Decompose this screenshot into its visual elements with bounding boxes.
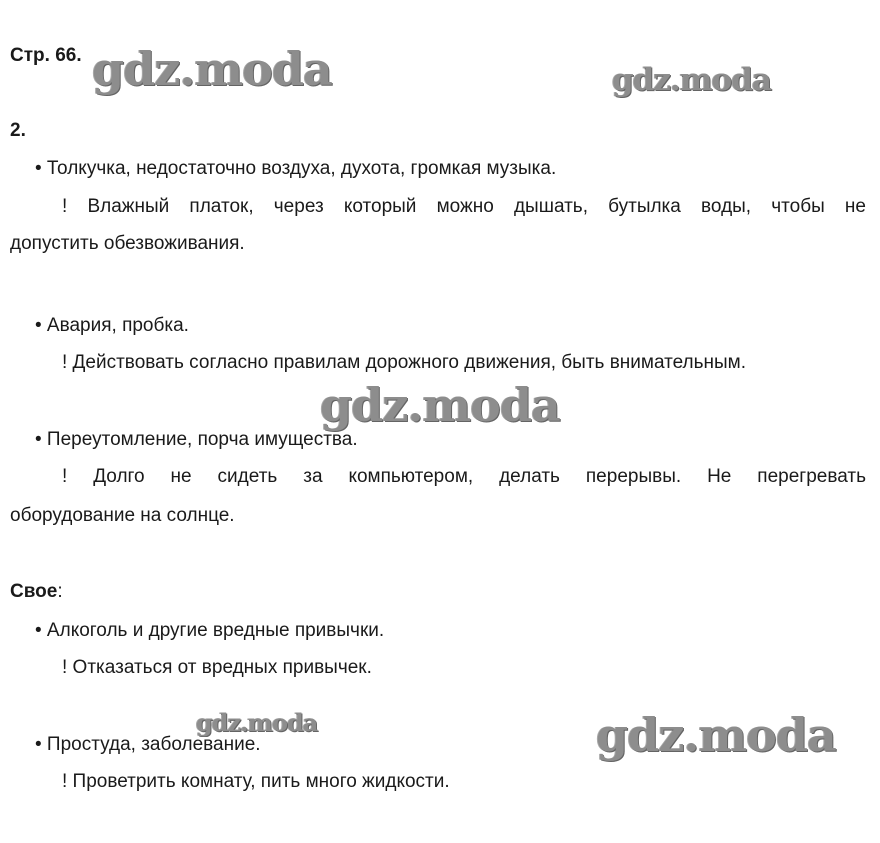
problem-item-3: • Переутомление, порча имущества. bbox=[35, 429, 358, 450]
watermark-logo-5: gdz.moda bbox=[596, 708, 836, 762]
solution-item-3-line-2: оборудование на солнце. bbox=[10, 505, 235, 526]
page-label: Стр. 66. bbox=[10, 45, 82, 66]
exercise-number: 2. bbox=[10, 120, 26, 141]
solution-item-2-line-1: ! Действовать согласно правилам дорожного движения, быть внимательным. bbox=[62, 352, 747, 373]
problem-item-1: • Толкучка, недостаточно воздуха, духота, громкая музыка. bbox=[35, 158, 557, 179]
watermark-logo-2: gdz.moda bbox=[612, 62, 771, 98]
watermark-logo-1: gdz.moda bbox=[92, 42, 332, 96]
solution-item-3-line-1: ! Долго не сидеть за компьютером, делать перерывы. Не перегревать bbox=[62, 466, 866, 487]
own-problem-item-1: • Алкоголь и другие вредные привычки. bbox=[35, 620, 385, 641]
own-section-colon: : bbox=[57, 581, 63, 602]
own-section-title: Свое bbox=[10, 581, 58, 602]
solution-item-1-line-2: допустить обезвоживания. bbox=[10, 233, 245, 254]
own-section-heading bbox=[10, 580, 63, 604]
solution-item-1-line-1: ! Влажный платок, через который можно дышать, бутылка воды, чтобы не bbox=[62, 196, 866, 217]
watermark-logo-3: gdz.moda bbox=[320, 378, 560, 432]
problem-item-2: • Авария, пробка. bbox=[35, 315, 189, 336]
own-solution-item-1: ! Отказаться от вредных привычек. bbox=[62, 657, 372, 678]
watermark-logo-4: gdz.moda bbox=[196, 708, 318, 737]
own-solution-item-2: ! Проветрить комнату, пить много жидкости. bbox=[62, 771, 450, 792]
own-problem-item-2: • Простуда, заболевание. bbox=[35, 734, 261, 755]
